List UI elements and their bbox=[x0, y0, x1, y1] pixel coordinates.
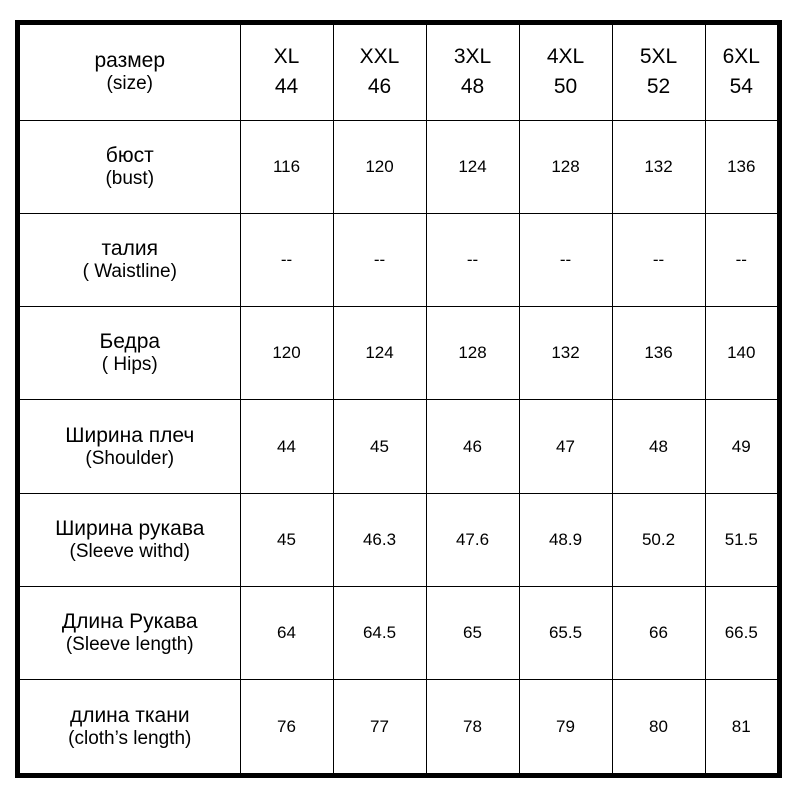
measurement-value: 45 bbox=[370, 436, 389, 456]
measurement-value-cell bbox=[705, 586, 777, 679]
size-name: 4XL bbox=[546, 45, 585, 69]
measurement-value-cell bbox=[705, 120, 777, 213]
measurement-value-cell bbox=[240, 400, 333, 493]
row-label-ru: талия bbox=[101, 237, 158, 261]
measurement-value-cell bbox=[333, 493, 426, 586]
measurement-value-cell bbox=[333, 307, 426, 400]
row-label-en: (bust) bbox=[105, 167, 155, 189]
row-label-cell bbox=[20, 493, 240, 586]
measurement-value-cell bbox=[333, 120, 426, 213]
measurement-value-cell bbox=[333, 400, 426, 493]
measurement-value-cell bbox=[426, 307, 519, 400]
measurement-value: 79 bbox=[556, 716, 575, 736]
measurement-value-cell bbox=[612, 493, 705, 586]
measurement-value-cell bbox=[612, 307, 705, 400]
measurement-value: 46.3 bbox=[362, 529, 397, 549]
measurement-value: -- bbox=[652, 250, 665, 270]
measurement-value: 81 bbox=[731, 716, 751, 736]
row-label-en: (Shoulder) bbox=[85, 447, 175, 469]
measurement-value: -- bbox=[280, 250, 293, 270]
size-name: 6XL bbox=[722, 45, 760, 69]
size-name: 3XL bbox=[453, 45, 492, 69]
row-label-ru: размер bbox=[94, 49, 166, 73]
measurement-row bbox=[20, 307, 777, 400]
size-header-cell bbox=[705, 25, 777, 120]
row-label-ru: бюст bbox=[105, 143, 154, 167]
measurement-value-cell bbox=[705, 213, 777, 306]
measurement-value: -- bbox=[735, 250, 747, 270]
measurement-row bbox=[20, 400, 777, 493]
measurement-value-cell bbox=[333, 213, 426, 306]
row-label-ru: Длина Рукава bbox=[61, 610, 198, 634]
row-label-en: ( Hips) bbox=[101, 354, 158, 376]
measurement-value-cell bbox=[612, 120, 705, 213]
measurement-value-cell bbox=[426, 586, 519, 679]
row-label-ru: Бедра bbox=[99, 330, 161, 354]
measurement-value: 124 bbox=[458, 156, 487, 176]
measurement-value: 132 bbox=[644, 156, 673, 176]
measurement-value: -- bbox=[466, 250, 479, 270]
size-header-cell bbox=[426, 25, 519, 120]
measurement-value: 45 bbox=[277, 529, 296, 549]
size-number: 48 bbox=[460, 75, 485, 99]
size-number: 44 bbox=[274, 75, 299, 99]
measurement-value: 78 bbox=[463, 716, 482, 736]
row-label-ru: длина ткани bbox=[69, 703, 190, 727]
size-number: 54 bbox=[729, 75, 753, 99]
row-label-cell bbox=[20, 586, 240, 679]
measurement-value: 76 bbox=[277, 716, 296, 736]
row-label-cell bbox=[20, 400, 240, 493]
row-label-cell bbox=[20, 680, 240, 773]
measurement-value: 128 bbox=[551, 156, 580, 176]
measurement-value-cell bbox=[612, 586, 705, 679]
measurement-value-cell bbox=[612, 213, 705, 306]
measurement-value-cell bbox=[333, 586, 426, 679]
measurement-value-cell bbox=[519, 213, 612, 306]
size-chart-frame bbox=[15, 20, 782, 778]
measurement-value: 49 bbox=[731, 436, 751, 456]
measurement-value: 64.5 bbox=[362, 623, 397, 643]
size-header-cell bbox=[519, 25, 612, 120]
measurement-value-cell bbox=[519, 680, 612, 773]
row-label-cell bbox=[20, 307, 240, 400]
measurement-value: 80 bbox=[649, 716, 668, 736]
measurement-value-cell bbox=[426, 400, 519, 493]
measurement-value-cell bbox=[705, 680, 777, 773]
measurement-value: 120 bbox=[272, 343, 301, 363]
measurement-value: 132 bbox=[551, 343, 580, 363]
row-label-en: ( Waistline) bbox=[82, 261, 177, 283]
measurement-value: 50.2 bbox=[641, 529, 676, 549]
measurement-value: 136 bbox=[644, 343, 673, 363]
measurement-value: 128 bbox=[458, 343, 487, 363]
measurement-value-cell bbox=[612, 400, 705, 493]
measurement-value-cell bbox=[240, 120, 333, 213]
measurement-value: -- bbox=[373, 250, 386, 270]
measurement-value-cell bbox=[240, 213, 333, 306]
measurement-value: 51.5 bbox=[724, 529, 758, 549]
measurement-value: -- bbox=[559, 250, 572, 270]
row-label-en: (cloth’s length) bbox=[68, 727, 192, 749]
size-header-cell bbox=[333, 25, 426, 120]
row-label-en: (Sleeve length) bbox=[65, 634, 194, 656]
size-name: 5XL bbox=[639, 45, 678, 69]
measurement-value-cell bbox=[612, 680, 705, 773]
measurement-value-cell bbox=[240, 493, 333, 586]
measurement-value-cell bbox=[519, 493, 612, 586]
row-label-cell bbox=[20, 213, 240, 306]
measurement-value: 46 bbox=[463, 436, 482, 456]
measurement-value: 64 bbox=[277, 623, 296, 643]
row-label-cell bbox=[20, 120, 240, 213]
measurement-value: 140 bbox=[727, 343, 756, 363]
header-row bbox=[20, 25, 777, 120]
measurement-value: 65.5 bbox=[548, 623, 583, 643]
measurement-value-cell bbox=[426, 680, 519, 773]
row-label-en: (Sleeve withd) bbox=[69, 540, 190, 562]
measurement-value: 136 bbox=[727, 156, 756, 176]
measurement-value-cell bbox=[705, 400, 777, 493]
measurement-value-cell bbox=[240, 307, 333, 400]
measurement-value-cell bbox=[519, 120, 612, 213]
size-number: 50 bbox=[553, 75, 578, 99]
measurement-value-cell bbox=[240, 680, 333, 773]
measurement-value-cell bbox=[519, 586, 612, 679]
row-label-ru: Ширина плеч bbox=[65, 423, 195, 447]
size-header-cell bbox=[612, 25, 705, 120]
measurement-value-cell bbox=[426, 493, 519, 586]
size-name: XL bbox=[273, 45, 300, 69]
measurement-value: 47.6 bbox=[455, 529, 490, 549]
measurement-row bbox=[20, 680, 777, 773]
measurement-value: 116 bbox=[272, 156, 301, 176]
measurement-value: 47 bbox=[556, 436, 575, 456]
size-name: XXL bbox=[359, 45, 400, 69]
measurement-value-cell bbox=[333, 680, 426, 773]
size-number: 46 bbox=[367, 75, 392, 99]
measurement-value: 124 bbox=[365, 343, 394, 363]
measurement-value: 48.9 bbox=[548, 529, 583, 549]
measurement-value: 77 bbox=[370, 716, 389, 736]
measurement-row bbox=[20, 120, 777, 213]
measurement-value: 48 bbox=[649, 436, 668, 456]
measurement-row bbox=[20, 493, 777, 586]
measurement-value-cell bbox=[519, 400, 612, 493]
measurement-value-cell bbox=[426, 120, 519, 213]
measurement-value-cell bbox=[705, 493, 777, 586]
measurement-value: 65 bbox=[463, 623, 482, 643]
measurement-value-cell bbox=[519, 307, 612, 400]
measurement-row bbox=[20, 213, 777, 306]
row-label-ru: Ширина рукава bbox=[55, 516, 205, 540]
size-number: 52 bbox=[646, 75, 671, 99]
row-label-cell bbox=[20, 25, 240, 120]
size-header-cell bbox=[240, 25, 333, 120]
measurement-value: 120 bbox=[365, 156, 394, 176]
measurement-value-cell bbox=[705, 307, 777, 400]
row-label-en: (size) bbox=[106, 73, 153, 95]
measurement-value-cell bbox=[426, 213, 519, 306]
measurement-value: 66.5 bbox=[724, 623, 758, 643]
measurement-value: 44 bbox=[277, 436, 296, 456]
size-chart-table bbox=[20, 25, 777, 773]
measurement-value-cell bbox=[240, 586, 333, 679]
measurement-row bbox=[20, 586, 777, 679]
measurement-value: 66 bbox=[649, 623, 668, 643]
